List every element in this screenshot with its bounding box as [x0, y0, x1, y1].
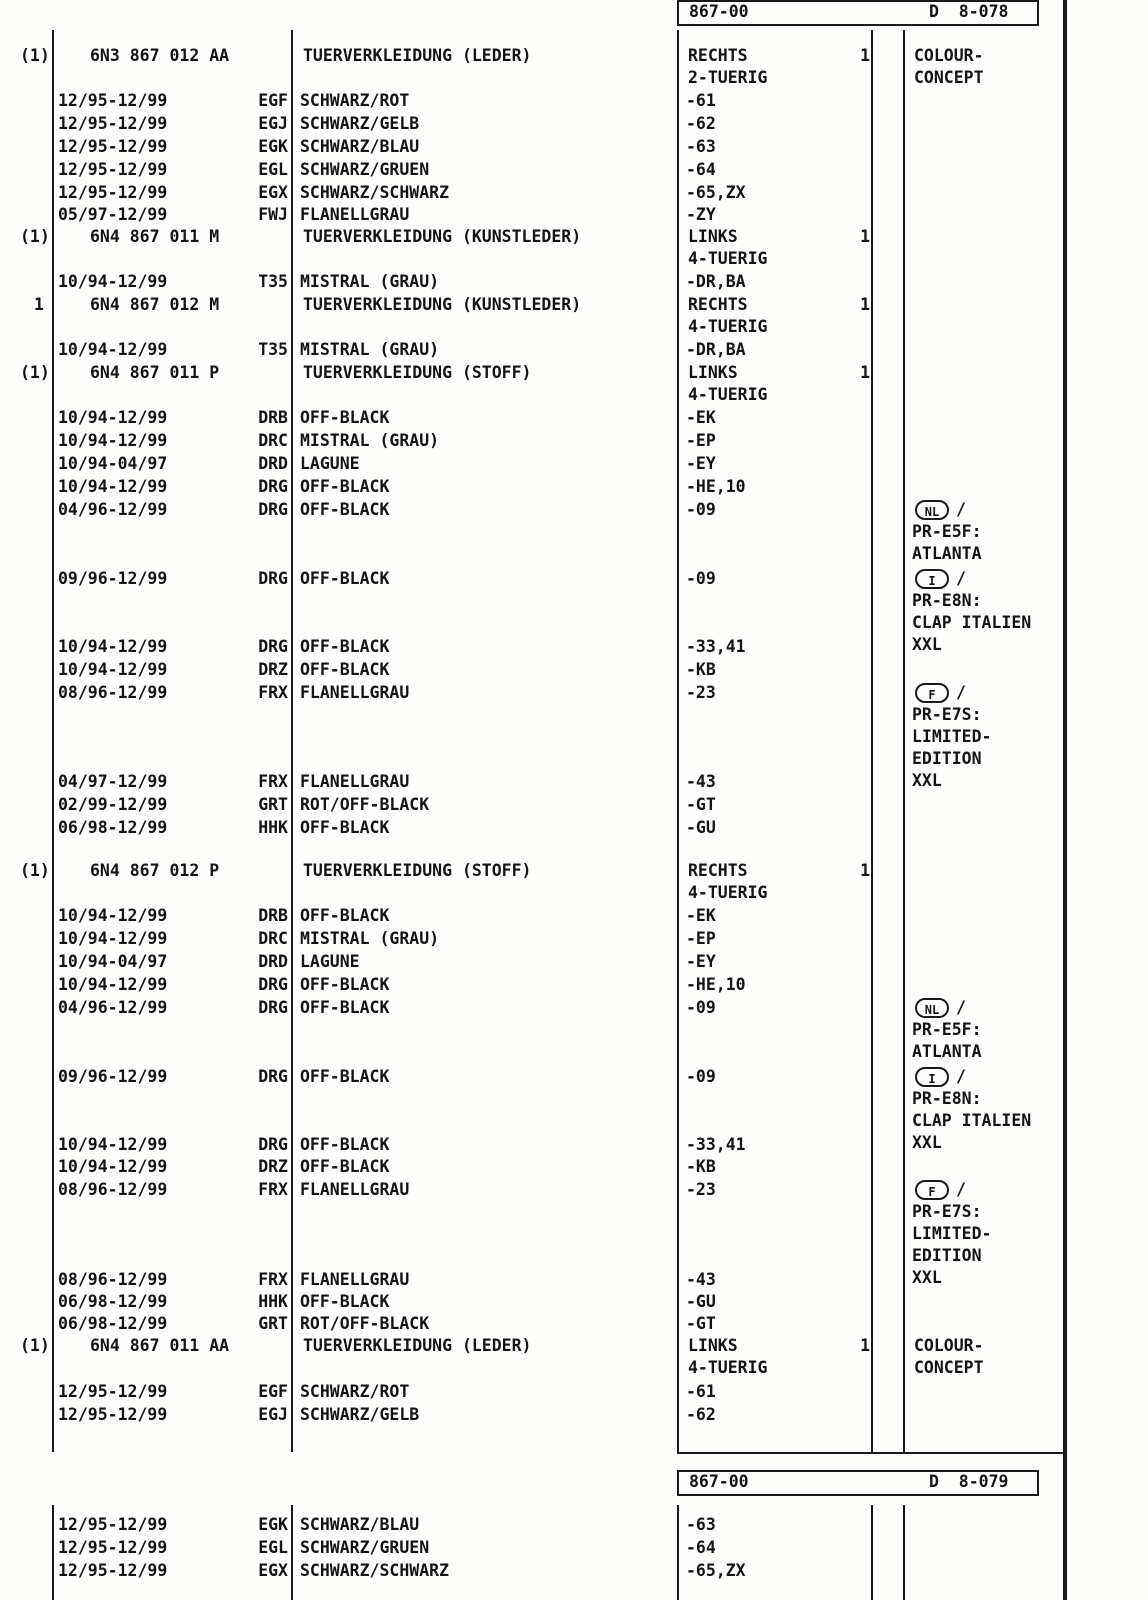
- pr-number: -DR,BA: [686, 272, 746, 291]
- part-description: TUERVERKLEIDUNG (LEDER): [303, 1336, 532, 1355]
- validity-date-range: 09/96-12/99: [58, 569, 168, 588]
- part-number: 6N3 867 012 AA: [90, 46, 230, 65]
- pr-number: -09: [686, 569, 716, 588]
- color-name: SCHWARZ/SCHWARZ: [300, 183, 450, 202]
- color-name: SCHWARZ/GRUEN: [300, 1538, 430, 1557]
- note-line: XXL: [912, 771, 942, 790]
- door-variant: 4-TUERIG: [688, 1358, 768, 1377]
- header-ref: 867-00: [689, 2, 749, 21]
- remark-line: CONCEPT: [914, 1358, 984, 1377]
- page-header-bottom: [677, 1470, 1039, 1496]
- validity-date-range: 12/95-12/99: [58, 91, 168, 110]
- color-code: DRB: [258, 906, 288, 925]
- column-divider: [291, 30, 293, 1452]
- pr-number: -EK: [686, 906, 716, 925]
- part-description: TUERVERKLEIDUNG (KUNSTLEDER): [303, 295, 582, 314]
- note-line: LIMITED-: [912, 727, 992, 746]
- qty-mark: 1: [34, 295, 44, 314]
- color-code: DRG: [258, 1135, 288, 1154]
- color-name: MISTRAL (GRAU): [300, 340, 440, 359]
- pr-number: -GT: [686, 795, 716, 814]
- validity-date-range: 04/97-12/99: [58, 772, 168, 791]
- note-line: PR-E7S:: [912, 1202, 982, 1221]
- side-label: LINKS: [688, 1336, 738, 1355]
- color-code: DRZ: [258, 660, 288, 679]
- color-name: OFF-BLACK: [300, 477, 390, 496]
- color-name: OFF-BLACK: [300, 660, 390, 679]
- pr-number: -EP: [686, 431, 716, 450]
- color-name: FLANELLGRAU: [300, 772, 410, 791]
- validity-date-range: 12/95-12/99: [58, 1515, 168, 1534]
- color-name: LAGUNE: [300, 952, 360, 971]
- color-code: DRG: [258, 975, 288, 994]
- part-number: 6N4 867 011 P: [90, 363, 220, 382]
- pr-number: -61: [686, 91, 716, 110]
- country-badge: I: [915, 1067, 949, 1087]
- color-name: OFF-BLACK: [300, 500, 390, 519]
- color-name: SCHWARZ/BLAU: [300, 1515, 420, 1534]
- part-description: TUERVERKLEIDUNG (KUNSTLEDER): [303, 227, 582, 246]
- color-name: OFF-BLACK: [300, 1292, 390, 1311]
- separator-slash: /: [956, 1180, 966, 1199]
- column-divider: [52, 30, 54, 1452]
- validity-date-range: 10/94-12/99: [58, 431, 168, 450]
- color-code: GRT: [258, 795, 288, 814]
- note-line: ATLANTA: [912, 544, 982, 563]
- pr-number: -64: [686, 160, 716, 179]
- column-divider: [291, 1505, 293, 1600]
- quantity: 1: [860, 1336, 870, 1355]
- qty-mark: (1): [20, 46, 50, 65]
- pr-number: -33,41: [686, 637, 746, 656]
- validity-date-range: 10/94-12/99: [58, 1157, 168, 1176]
- separator-slash: /: [956, 998, 966, 1017]
- color-code: DRG: [258, 637, 288, 656]
- door-variant: 4-TUERIG: [688, 317, 768, 336]
- color-name: OFF-BLACK: [300, 1135, 390, 1154]
- remark-line: COLOUR-: [914, 1336, 984, 1355]
- part-description: TUERVERKLEIDUNG (LEDER): [303, 46, 532, 65]
- pr-number: -62: [686, 114, 716, 133]
- validity-date-range: 08/96-12/99: [58, 683, 168, 702]
- column-divider: [871, 1505, 873, 1600]
- validity-date-range: 06/98-12/99: [58, 1292, 168, 1311]
- validity-date-range: 04/96-12/99: [58, 998, 168, 1017]
- validity-date-range: 10/94-12/99: [58, 477, 168, 496]
- pr-number: -62: [686, 1405, 716, 1424]
- validity-date-range: 10/94-04/97: [58, 454, 168, 473]
- color-code: EGX: [258, 183, 288, 202]
- color-name: OFF-BLACK: [300, 818, 390, 837]
- color-code: FRX: [258, 1270, 288, 1289]
- quantity: 1: [860, 46, 870, 65]
- color-code: HHK: [258, 818, 288, 837]
- color-code: HHK: [258, 1292, 288, 1311]
- color-name: FLANELLGRAU: [300, 1180, 410, 1199]
- qty-mark: (1): [20, 1336, 50, 1355]
- color-name: ROT/OFF-BLACK: [300, 795, 430, 814]
- validity-date-range: 10/94-12/99: [58, 975, 168, 994]
- color-code: DRC: [258, 929, 288, 948]
- part-number: 6N4 867 011 M: [90, 227, 220, 246]
- page-header-top: [677, 0, 1039, 26]
- color-code: DRZ: [258, 1157, 288, 1176]
- note-line: LIMITED-: [912, 1224, 992, 1243]
- header-ref: 867-00: [689, 1472, 749, 1491]
- pr-number: -65,ZX: [686, 183, 746, 202]
- pr-number: -EY: [686, 952, 716, 971]
- pr-number: -GU: [686, 1292, 716, 1311]
- validity-date-range: 10/94-12/99: [58, 929, 168, 948]
- country-badge: F: [915, 1180, 949, 1200]
- color-name: SCHWARZ/ROT: [300, 1382, 410, 1401]
- door-variant: 4-TUERIG: [688, 249, 768, 268]
- door-variant: 4-TUERIG: [688, 385, 768, 404]
- color-name: OFF-BLACK: [300, 906, 390, 925]
- pr-number: -EP: [686, 929, 716, 948]
- color-code: DRD: [258, 454, 288, 473]
- color-name: OFF-BLACK: [300, 569, 390, 588]
- pr-number: -GT: [686, 1314, 716, 1333]
- color-code: FRX: [258, 772, 288, 791]
- color-code: DRG: [258, 500, 288, 519]
- color-code: DRG: [258, 569, 288, 588]
- note-line: PR-E8N:: [912, 1089, 982, 1108]
- column-divider: [871, 30, 873, 1452]
- validity-date-range: 10/94-12/99: [58, 637, 168, 656]
- color-name: OFF-BLACK: [300, 975, 390, 994]
- separator-slash: /: [956, 500, 966, 519]
- side-label: LINKS: [688, 227, 738, 246]
- validity-date-range: 06/98-12/99: [58, 1314, 168, 1333]
- color-code: T35: [258, 272, 288, 291]
- validity-date-range: 12/95-12/99: [58, 1561, 168, 1580]
- side-label: RECHTS: [688, 46, 748, 65]
- pr-number: -KB: [686, 660, 716, 679]
- color-name: SCHWARZ/SCHWARZ: [300, 1561, 450, 1580]
- pr-number: -KB: [686, 1157, 716, 1176]
- part-number: 6N4 867 012 P: [90, 861, 220, 880]
- color-name: SCHWARZ/GRUEN: [300, 160, 430, 179]
- quantity: 1: [860, 363, 870, 382]
- validity-date-range: 10/94-12/99: [58, 1135, 168, 1154]
- note-line: CLAP ITALIEN: [912, 613, 1032, 632]
- note-line: PR-E8N:: [912, 591, 982, 610]
- pr-number: -09: [686, 998, 716, 1017]
- color-name: OFF-BLACK: [300, 408, 390, 427]
- color-code: EGL: [258, 1538, 288, 1557]
- pr-number: -GU: [686, 818, 716, 837]
- pr-number: -HE,10: [686, 477, 746, 496]
- validity-date-range: 04/96-12/99: [58, 500, 168, 519]
- color-name: MISTRAL (GRAU): [300, 431, 440, 450]
- validity-date-range: 02/99-12/99: [58, 795, 168, 814]
- country-badge: NL: [915, 998, 949, 1018]
- pr-number: -EK: [686, 408, 716, 427]
- validity-date-range: 12/95-12/99: [58, 183, 168, 202]
- color-code: EGK: [258, 1515, 288, 1534]
- quantity: 1: [860, 861, 870, 880]
- validity-date-range: 05/97-12/99: [58, 205, 168, 224]
- note-line: EDITION: [912, 1246, 982, 1265]
- color-name: OFF-BLACK: [300, 637, 390, 656]
- color-code: EGF: [258, 91, 288, 110]
- note-line: ATLANTA: [912, 1042, 982, 1061]
- column-divider: [903, 1505, 905, 1600]
- note-line: CLAP ITALIEN: [912, 1111, 1032, 1130]
- door-variant: 4-TUERIG: [688, 883, 768, 902]
- page-divider: [677, 1452, 1067, 1454]
- country-badge: F: [915, 683, 949, 703]
- separator-slash: /: [956, 1067, 966, 1086]
- validity-date-range: 08/96-12/99: [58, 1270, 168, 1289]
- separator-slash: /: [956, 569, 966, 588]
- color-code: DRG: [258, 998, 288, 1017]
- validity-date-range: 08/96-12/99: [58, 1180, 168, 1199]
- color-name: MISTRAL (GRAU): [300, 272, 440, 291]
- pr-number: -09: [686, 500, 716, 519]
- color-name: FLANELLGRAU: [300, 205, 410, 224]
- qty-mark: (1): [20, 861, 50, 880]
- pr-number: -33,41: [686, 1135, 746, 1154]
- color-code: EGJ: [258, 1405, 288, 1424]
- side-label: RECHTS: [688, 861, 748, 880]
- pr-number: -23: [686, 1180, 716, 1199]
- validity-date-range: 12/95-12/99: [58, 1382, 168, 1401]
- qty-mark: (1): [20, 363, 50, 382]
- pr-number: -63: [686, 137, 716, 156]
- color-code: FRX: [258, 1180, 288, 1199]
- part-number: 6N4 867 012 M: [90, 295, 220, 314]
- column-divider: [677, 30, 679, 1452]
- remark-line: COLOUR-: [914, 46, 984, 65]
- color-name: OFF-BLACK: [300, 998, 390, 1017]
- color-name: OFF-BLACK: [300, 1157, 390, 1176]
- color-code: DRD: [258, 952, 288, 971]
- color-code: DRB: [258, 408, 288, 427]
- quantity: 1: [860, 227, 870, 246]
- pr-number: -64: [686, 1538, 716, 1557]
- color-name: SCHWARZ/GELB: [300, 1405, 420, 1424]
- pr-number: -63: [686, 1515, 716, 1534]
- pr-number: -43: [686, 1270, 716, 1289]
- part-description: TUERVERKLEIDUNG (STOFF): [303, 363, 532, 382]
- note-line: PR-E7S:: [912, 705, 982, 724]
- page-border: [1063, 0, 1067, 1600]
- color-code: EGL: [258, 160, 288, 179]
- pr-number: -ZY: [686, 205, 716, 224]
- note-line: XXL: [912, 1133, 942, 1152]
- validity-date-range: 12/95-12/99: [58, 1538, 168, 1557]
- validity-date-range: 10/94-12/99: [58, 340, 168, 359]
- part-description: TUERVERKLEIDUNG (STOFF): [303, 861, 532, 880]
- color-code: T35: [258, 340, 288, 359]
- validity-date-range: 12/95-12/99: [58, 137, 168, 156]
- pr-number: -23: [686, 683, 716, 702]
- color-name: LAGUNE: [300, 454, 360, 473]
- header-page: D 8-079: [929, 1472, 1009, 1491]
- validity-date-range: 10/94-12/99: [58, 408, 168, 427]
- color-name: SCHWARZ/ROT: [300, 91, 410, 110]
- side-label: LINKS: [688, 363, 738, 382]
- note-line: PR-E5F:: [912, 1020, 982, 1039]
- pr-number: -43: [686, 772, 716, 791]
- color-name: OFF-BLACK: [300, 1067, 390, 1086]
- country-badge: I: [915, 569, 949, 589]
- color-code: EGX: [258, 1561, 288, 1580]
- separator-slash: /: [956, 683, 966, 702]
- header-page: D 8-078: [929, 2, 1009, 21]
- validity-date-range: 12/95-12/99: [58, 114, 168, 133]
- color-name: SCHWARZ/GELB: [300, 114, 420, 133]
- validity-date-range: 12/95-12/99: [58, 1405, 168, 1424]
- validity-date-range: 12/95-12/99: [58, 160, 168, 179]
- validity-date-range: 10/94-04/97: [58, 952, 168, 971]
- color-code: EGK: [258, 137, 288, 156]
- color-name: FLANELLGRAU: [300, 683, 410, 702]
- validity-date-range: 10/94-12/99: [58, 906, 168, 925]
- color-code: DRG: [258, 477, 288, 496]
- side-label: RECHTS: [688, 295, 748, 314]
- column-divider: [903, 30, 905, 1452]
- color-name: FLANELLGRAU: [300, 1270, 410, 1289]
- pr-number: -61: [686, 1382, 716, 1401]
- color-name: MISTRAL (GRAU): [300, 929, 440, 948]
- pr-number: -EY: [686, 454, 716, 473]
- quantity: 1: [860, 295, 870, 314]
- color-code: FWJ: [258, 205, 288, 224]
- note-line: XXL: [912, 1268, 942, 1287]
- remark-line: CONCEPT: [914, 68, 984, 87]
- validity-date-range: 09/96-12/99: [58, 1067, 168, 1086]
- door-variant: 2-TUERIG: [688, 68, 768, 87]
- color-code: GRT: [258, 1314, 288, 1333]
- validity-date-range: 10/94-12/99: [58, 272, 168, 291]
- note-line: PR-E5F:: [912, 522, 982, 541]
- color-code: EGJ: [258, 114, 288, 133]
- note-line: XXL: [912, 635, 942, 654]
- country-badge: NL: [915, 500, 949, 520]
- column-divider: [52, 1505, 54, 1600]
- pr-number: -65,ZX: [686, 1561, 746, 1580]
- note-line: EDITION: [912, 749, 982, 768]
- qty-mark: (1): [20, 227, 50, 246]
- color-code: EGF: [258, 1382, 288, 1401]
- pr-number: -HE,10: [686, 975, 746, 994]
- validity-date-range: 10/94-12/99: [58, 660, 168, 679]
- column-divider: [677, 1505, 679, 1600]
- color-name: ROT/OFF-BLACK: [300, 1314, 430, 1333]
- part-number: 6N4 867 011 AA: [90, 1336, 230, 1355]
- pr-number: -09: [686, 1067, 716, 1086]
- pr-number: -DR,BA: [686, 340, 746, 359]
- color-name: SCHWARZ/BLAU: [300, 137, 420, 156]
- validity-date-range: 06/98-12/99: [58, 818, 168, 837]
- color-code: FRX: [258, 683, 288, 702]
- color-code: DRC: [258, 431, 288, 450]
- color-code: DRG: [258, 1067, 288, 1086]
